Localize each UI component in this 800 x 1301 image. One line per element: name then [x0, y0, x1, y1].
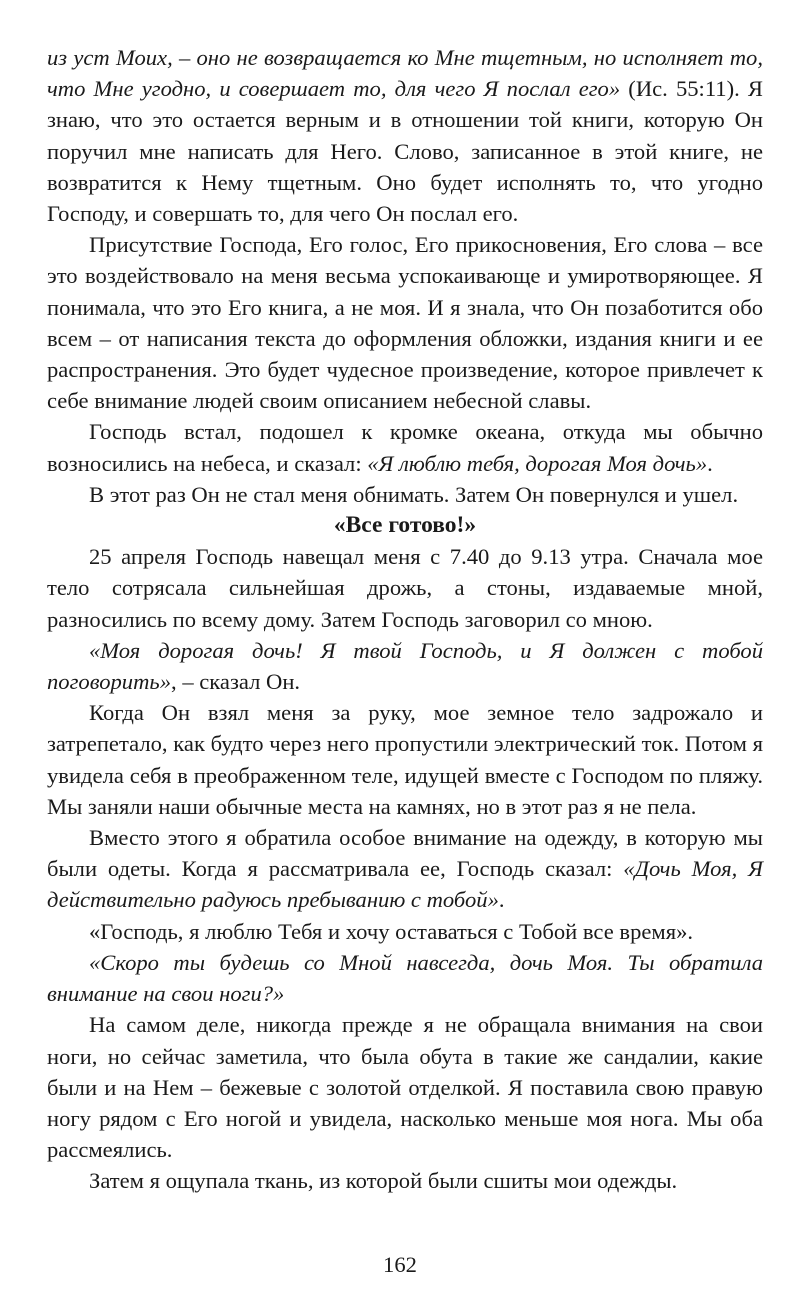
text-segment: «Я люблю тебя, дорогая Моя дочь»	[367, 450, 708, 476]
paragraph	[47, 42, 763, 229]
paragraph	[47, 416, 763, 478]
page-number: 162	[383, 1252, 417, 1277]
text-segment: «Дочь Моя, Я действительно радуюсь пребыванию с тобой»	[47, 856, 763, 913]
page-body	[47, 42, 763, 1197]
text-segment: , – сказал Он.	[171, 669, 301, 695]
paragraph	[47, 822, 763, 916]
text-segment: «Моя дорогая дочь! Я твой Господь, и Я должен с тобой поговорить»	[47, 637, 763, 695]
paragraph	[47, 635, 763, 697]
paragraph	[47, 541, 763, 635]
text-segment: Присутствие Господа, Его голос, Его прикосновения, Его слова – все это воздействовало на меня весьма успокаивающе и умиротворяющее. Я понимала, что это Его книга, а не моя. И я знала, что Он позаботится обо всем – от написания текста до оформления обложки, издания книги и ее распространения. Это будет чудесное произведение, которое привлечет к себе внимание людей своим описанием небесной славы.	[47, 232, 763, 414]
text-segment: Вместо этого я обратила особое внимание на одежду, в которую мы были одеты. Когда я рассматривала ее, Господь сказал:	[47, 825, 763, 882]
text-segment: (Ис. 55:11). Я знаю, что это остается верным и в отношении той книги, которую Он поручил мне написать для Него. Слово, записанное в этой книге, не возвратится к Нему тщетным. Оно будет исполнять то, что угодно Господу, и совершать то, для чего Он послал его.	[47, 76, 763, 227]
text-segment: 25 апреля Господь навещал меня с 7.40 до 9.13 утра. Сначала мое тело сотрясала сильнейшая дрожь, а стоны, издаваемые мной, разносились по всему дому. Затем Господь заговорил со мною.	[47, 544, 763, 632]
paragraph	[47, 916, 763, 947]
paragraph	[47, 1165, 763, 1196]
text-segment: Господь встал, подошел к кромке океана, откуда мы обычно возносились на небеса, и сказал:	[47, 419, 763, 476]
text-segment: На самом деле, никогда прежде я не обращала внимания на свои ноги, но сейчас заметила, что была обута в такие же сандалии, какие были и на Нем – бежевые с золотой отделкой. Я поставила свою правую ногу рядом с Его ногой и увидела, насколько меньше моя нога. Мы оба рассмеялись.	[47, 1012, 763, 1163]
text-segment: из уст Моих, – оно не возвращается ко Мне тщетным, но исполняет то, что Мне угодно, и совершает то, для чего Я послал его»	[47, 45, 763, 102]
paragraph	[47, 1009, 763, 1165]
paragraph	[47, 479, 763, 510]
text-segment: Затем я ощупала ткань, из которой были сшиты мои одежды.	[89, 1168, 678, 1194]
text-segment: В этот раз Он не стал меня обнимать. Затем Он повернулся и ушел.	[89, 481, 739, 507]
text-segment: Когда Он взял меня за руку, мое земное тело задрожало и затрепетало, как будто через него пропустили электрический ток. Потом я увидела себя в преображенном теле, идущей вместе с Господом по пляжу. Мы заняли наши обычные места на камнях, но в этот раз я не пела.	[47, 700, 763, 819]
text-segment: .	[498, 887, 505, 913]
text-segment: «Скоро ты будешь со Мной навсегда, дочь Моя. Ты обратила внимание на свои ноги?»	[47, 949, 763, 1007]
text-segment: «Господь, я люблю Тебя и хочу оставаться с Тобой все время».	[89, 918, 694, 944]
section-heading: «Все готово!»	[333, 512, 477, 539]
paragraph	[47, 947, 763, 1009]
paragraph	[47, 697, 763, 822]
paragraph	[47, 229, 763, 416]
text-segment: .	[707, 450, 713, 476]
